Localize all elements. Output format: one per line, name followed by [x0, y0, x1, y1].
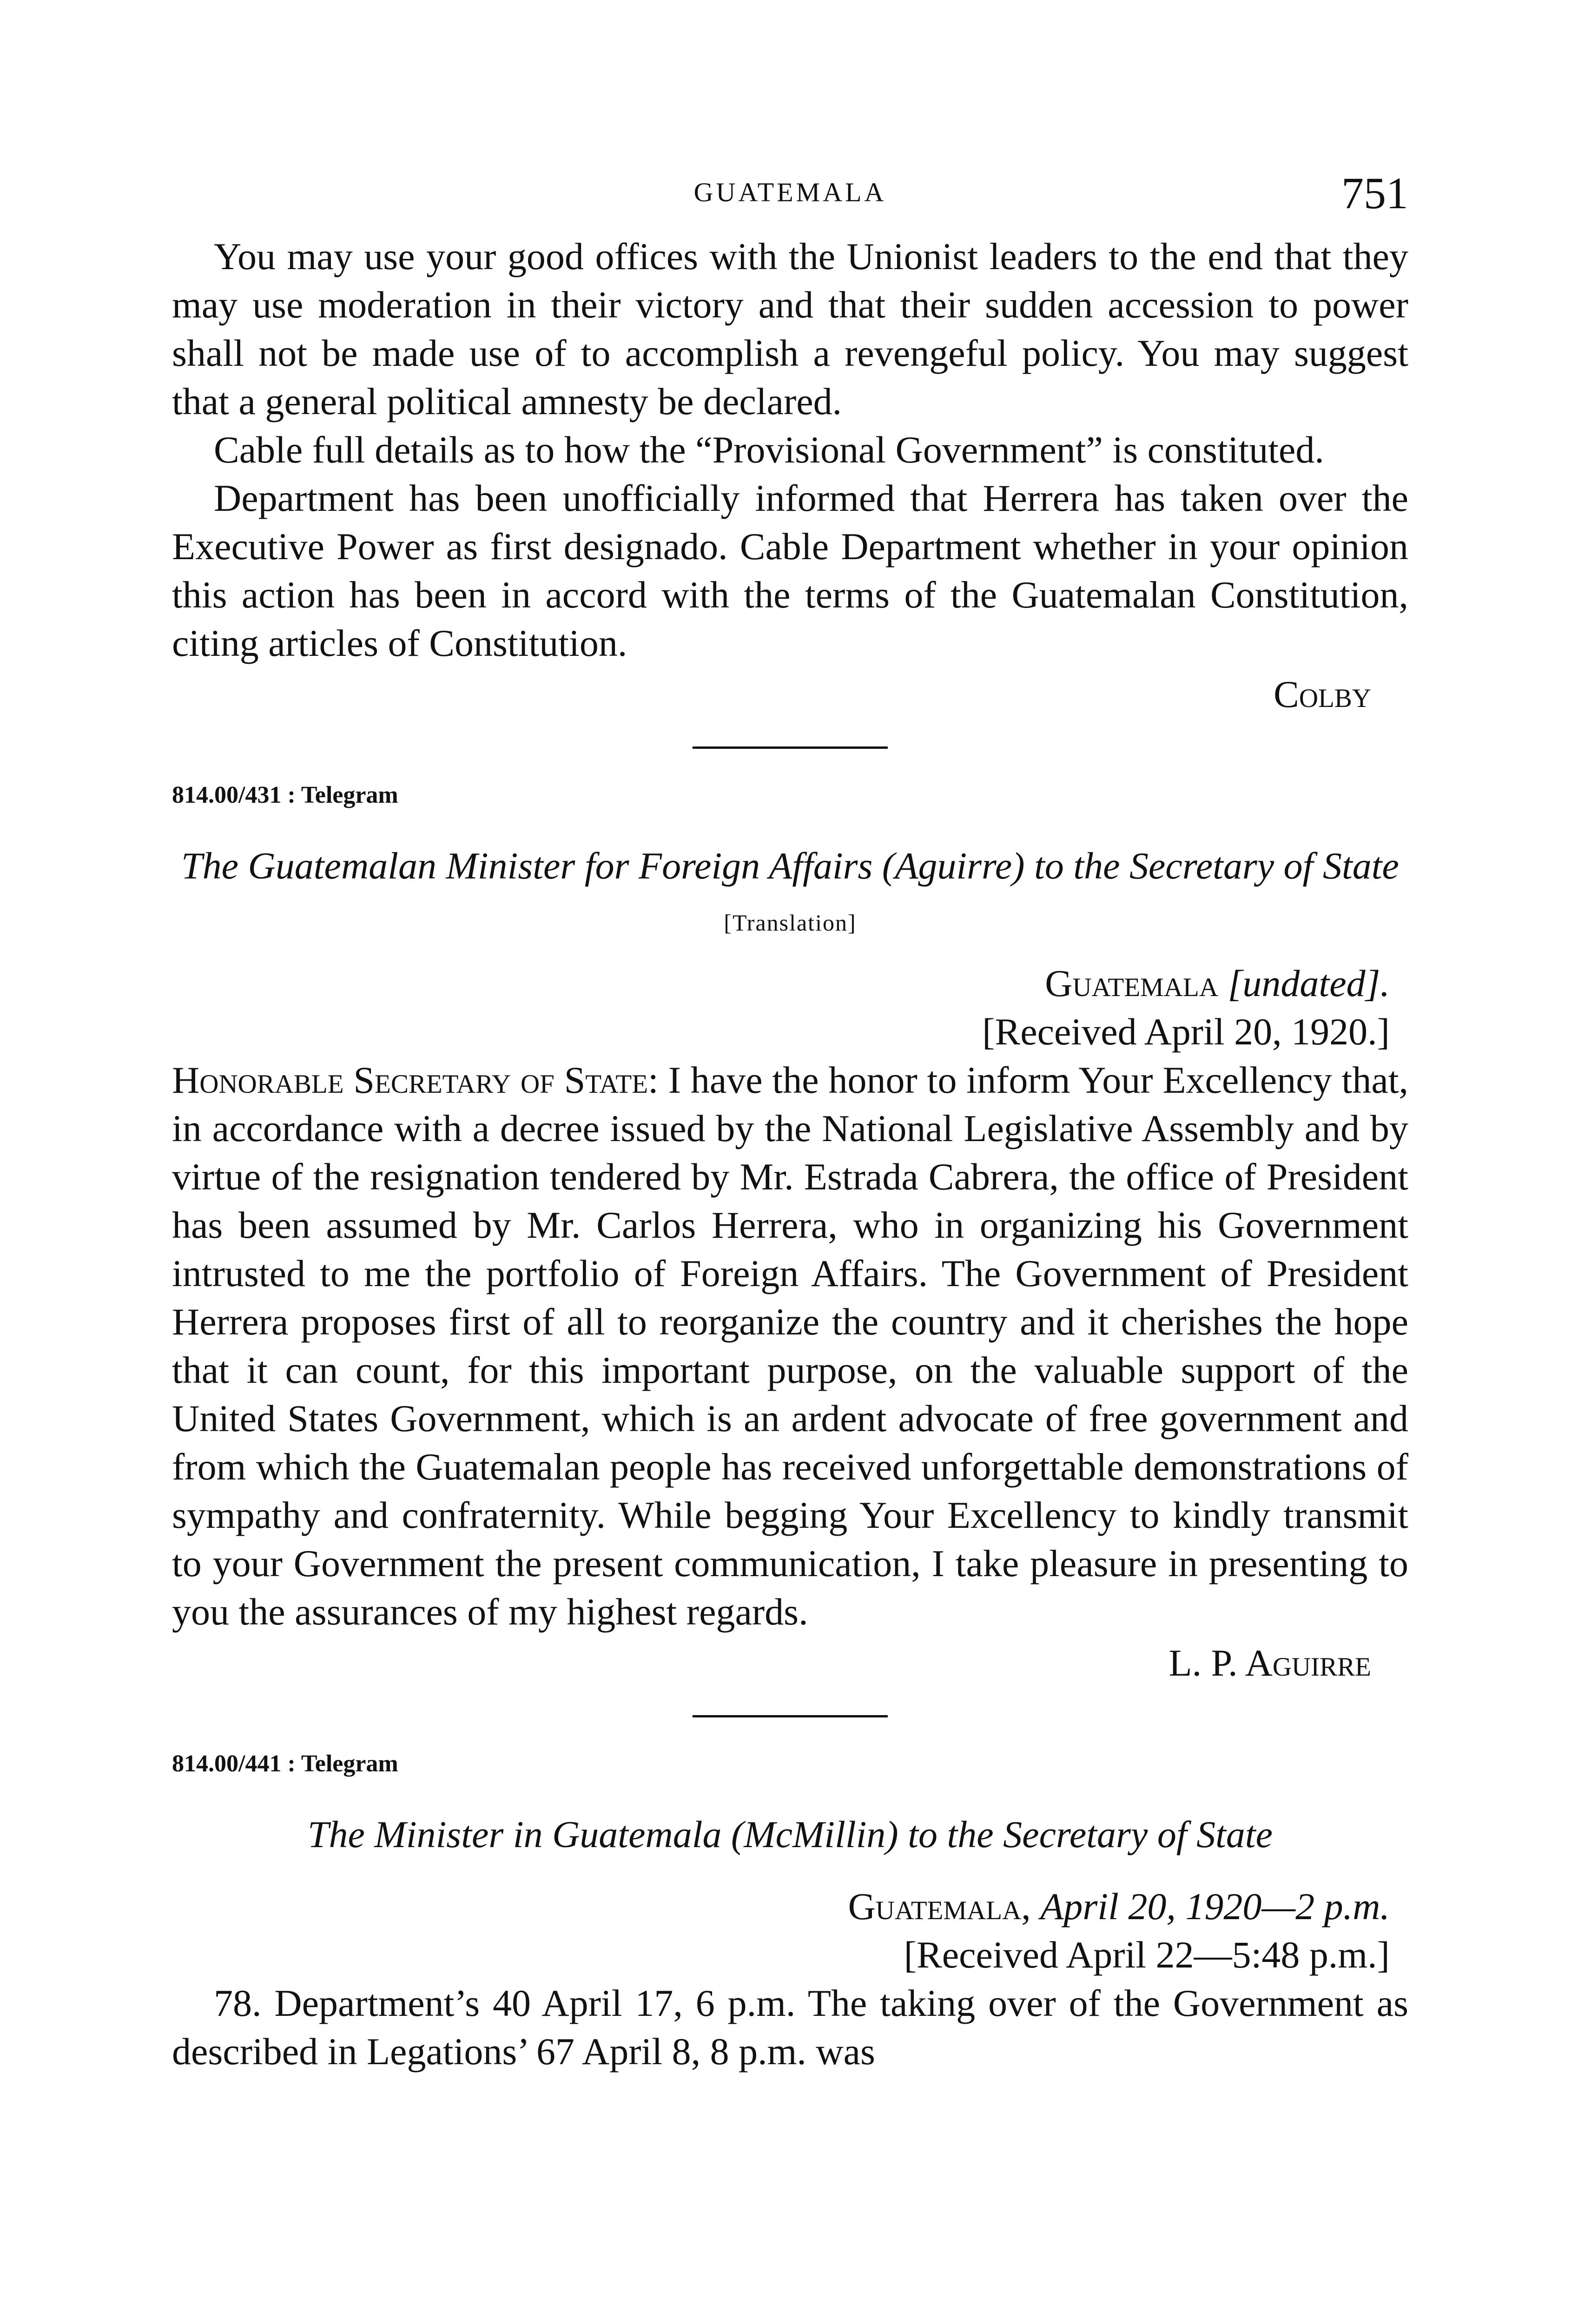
dateline-date: April 20, 1920—2 p.m.: [1040, 1885, 1390, 1928]
dateline: [172, 1882, 1408, 1931]
dateline-place: Guatemala,: [848, 1885, 1031, 1928]
body-paragraph: Department has been unofficially informed that Herrera has taken over the Executive Power as first designado. Cable Department whether in your opinion this action has been in accord with the terms of the Guatemalan Constitution, citing articles of Constitution.: [172, 477, 1408, 664]
file-reference: 814.00/431 : Telegram: [172, 782, 398, 808]
letter-text: I have the honor to inform Your Excellency that, in accordance with a decree issued by the National Legislative Assembly and by virtue of the resignation tendered by Mr. Estrada Cabrera, the office of President has been assumed by Mr. Carlos Herrera, who in organizing his Government intrusted to me the portfolio of Foreign Affairs. The Government of President Herrera proposes first of all to reorganize the country and it cherishes the hope that it can count, for this important purpose, on the valuable support of the United States Government, which is an ardent advocate of free government and from which the Guatemalan people has received unforgettable demonstrations of sympathy and confraternity. While begging Your Excellency to kindly transmit to your Government the present communication, I take pleasure in presenting to you the assurances of my highest regards.: [172, 1059, 1409, 1633]
received-note: [Received April 22—5:48 p.m.]: [904, 1934, 1390, 1976]
document-heading: The Guatemalan Minister for Foreign Affairs (Aguirre) to the Secretary of State: [181, 845, 1399, 887]
dateline-date: [undated].: [1228, 962, 1390, 1004]
running-title: GUATEMALA: [693, 177, 887, 207]
page-number: 751: [1341, 168, 1408, 218]
document-page: [172, 167, 1408, 2076]
document-aguirre-telegram: [172, 781, 1408, 1687]
letter-body: [172, 1056, 1408, 1636]
dateline: [172, 959, 1408, 1008]
signature: L. P. Aguirre: [1168, 1642, 1371, 1684]
salutation: Honorable Secretary of State:: [172, 1059, 659, 1101]
section-divider: [693, 746, 888, 749]
document-heading: The Minister in Guatemala (McMillin) to the Secretary of State: [307, 1813, 1273, 1855]
document-mcmillin-telegram: [172, 1750, 1408, 2076]
translation-note: [Translation]: [724, 910, 857, 936]
dateline-place: Guatemala: [1045, 962, 1218, 1004]
body-paragraph: 78. Department’s 40 April 17, 6 p.m. The taking over of the Government as described in Legations’ 67 April 8, 8 p.m. was: [172, 1982, 1408, 2073]
running-head: [172, 167, 1408, 232]
file-reference: 814.00/441 : Telegram: [172, 1750, 398, 1777]
body-paragraph: Cable full details as to how the “Provisional Government” is constituted.: [214, 429, 1324, 471]
document-colby-instruction: [172, 232, 1408, 719]
signature: Colby: [1274, 673, 1371, 715]
body-paragraph: You may use your good offices with the Unionist leaders to the end that they may use moderation in their victory and that their sudden accession to power shall not be made use of to accomplish a revengeful policy. You may suggest that a general political amnesty be declared.: [172, 235, 1408, 423]
received-note: [Received April 20, 1920.]: [982, 1010, 1390, 1053]
section-divider: [693, 1715, 888, 1717]
